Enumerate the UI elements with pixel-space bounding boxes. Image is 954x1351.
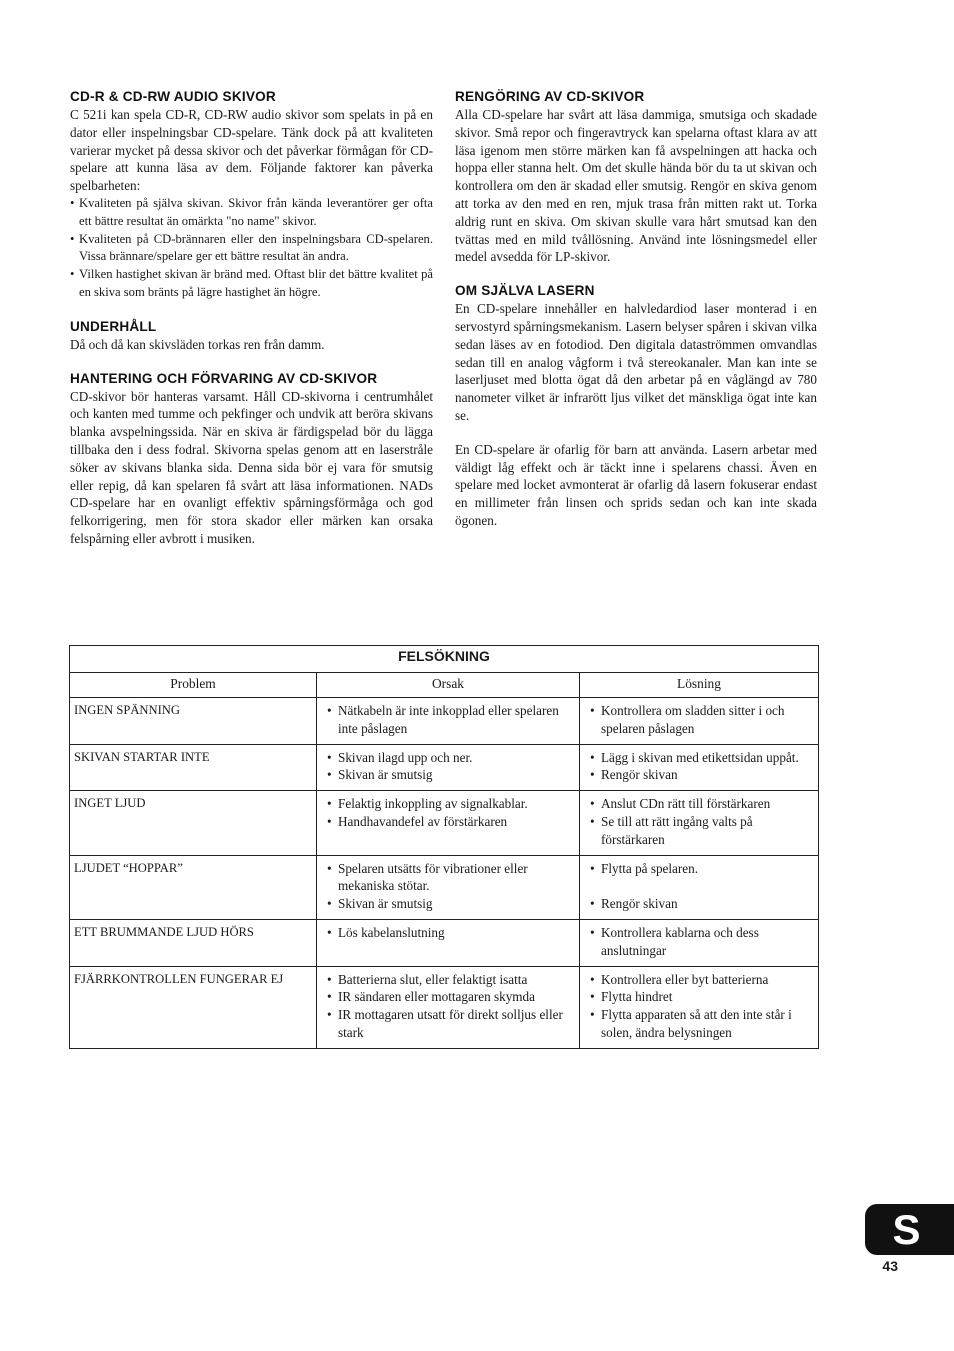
solution-item: • Flytta hindret xyxy=(590,988,812,1006)
table-row xyxy=(70,855,819,919)
column-header-cause: Orsak xyxy=(317,673,580,698)
solution-item: • Anslut CDn rätt till förstärkaren xyxy=(590,795,812,813)
cdr-bullet: • Kvaliteten på själva skivan. Skivor från kända leverantörer ger ofta ett bättre resultat än omärkta "no name" skivor. xyxy=(70,195,433,231)
column-header-solution: Lösning xyxy=(580,673,819,698)
cause-item: • Lös kabelanslutning xyxy=(327,924,573,942)
hantering-heading: HANTERING OCH FÖRVARING AV CD-SKIVOR xyxy=(70,370,378,386)
solution-cell xyxy=(580,791,819,855)
solution-item: • Kontrollera om sladden sitter i och spelaren påslagen xyxy=(590,702,812,738)
problem-cell: FJÄRRKONTROLLEN FUNGERAR EJ xyxy=(70,966,317,1048)
right-column xyxy=(455,88,817,546)
cause-item: • Skivan är smutsig xyxy=(327,766,573,784)
solution-cell xyxy=(580,855,819,919)
rengoring-heading: RENGÖRING AV CD-SKIVOR xyxy=(455,89,645,104)
cdr-bullet-list xyxy=(70,195,433,302)
table-row xyxy=(70,698,819,745)
solution-cell xyxy=(580,698,819,745)
cause-item: • Spelaren utsätts för vibrationer eller mekaniska stötar. xyxy=(327,860,573,896)
lasern-heading: OM SJÄLVA LASERN xyxy=(455,283,595,299)
section-hantering xyxy=(70,370,433,548)
solution-cell xyxy=(580,966,819,1048)
underhall-body: Då och då kan skivsläden torkas ren från damm. xyxy=(70,336,325,352)
cause-cell xyxy=(317,919,580,966)
hantering-body: CD-skivor bör hanteras varsamt. Håll CD-skivorna i centrumhålet och kanten med tumme och pekfinger och undvik att beröra skivans blanka avspelningssida. När en skiva är färdigspelad bör du lägga tillbaka den i dess fodral. Skivorna spelas genom att en laserstråle söker av skivans blanka sida. Denna sida bör ej vara för smutsig eller repig, då kan spelaren få svårt att läsa informationen. NADs CD-spelare har en ovanligt effektiv spårningsförmåga och god felkorrigering, men för stora skador eller märken kan orsaka felspårning eller avbrott i musiken. xyxy=(70,388,433,546)
solution-item: • Flytta apparaten så att den inte står i solen, ändra belysningen xyxy=(590,1006,812,1042)
problem-cell: INGEN SPÄNNING xyxy=(70,698,317,745)
solution-item: • Kontrollera kablarna och dess anslutningar xyxy=(590,924,812,960)
page-number: 43 xyxy=(882,1258,898,1274)
table-row xyxy=(70,744,819,791)
problem-cell: ETT BRUMMANDE LJUD HÖRS xyxy=(70,919,317,966)
cause-item: • Nätkabeln är inte inkopplad eller spelaren inte påslagen xyxy=(327,702,573,738)
cause-item: • Batterierna slut, eller felaktigt isatta xyxy=(327,971,573,989)
table-title: FELSÖKNING xyxy=(70,646,819,673)
troubleshooting-table xyxy=(69,645,819,1049)
underhall-heading: UNDERHÅLL xyxy=(70,318,157,334)
cdr-bullet: • Kvaliteten på CD-brännaren eller den inspelningsbara CD-spelaren. Vissa brännare/spelare ger ett bättre resultat än andra. xyxy=(70,231,433,267)
cause-cell xyxy=(317,698,580,745)
problem-cell: LJUDET “HOPPAR” xyxy=(70,855,317,919)
cause-cell xyxy=(317,791,580,855)
language-tab-label: S xyxy=(892,1205,921,1253)
cause-item: • Skivan ilagd upp och ner. xyxy=(327,749,573,767)
solution-cell xyxy=(580,744,819,791)
lasern-body-2: En CD-spelare är ofarlig för barn att använda. Lasern arbetar med väldigt låg effekt och är täckt inne i spelarens chassi. Även en spelare med locket avmonterat är ofarlig då lasern fokuserar endast en millimeter från linsen och sprids sedan och kan inte skada ögonen. xyxy=(455,441,817,528)
cause-item: • IR sändaren eller mottagaren skymda xyxy=(327,988,573,1006)
problem-cell: INGET LJUD xyxy=(70,791,317,855)
column-header-problem: Problem xyxy=(70,673,317,698)
section-lasern xyxy=(455,282,817,530)
solution-item: • Se till att rätt ingång valts på förstärkaren xyxy=(590,813,812,849)
cause-cell xyxy=(317,855,580,919)
cdr-bullet: • Vilken hastighet skivan är bränd med. Oftast blir det bättre kvalitet på en skiva som bränts på lägre hastighet än högre. xyxy=(70,266,433,302)
lasern-body-1: En CD-spelare innehåller en halvledardiod laser monterad i en servostyrd spårningsmekanism. Lasern belyser spåren i skivan vilka sedan läses av en fotodiod. Den digitala dataströmmen omvandlas sedan till en analog vågform i två stereokanaler. Man kan inte se laserljuset med blotta ögat då den arbetar på en våglängd av 780 nanometer vilket är infrarött ljus vilket det mänskliga ögat inte kan se. xyxy=(455,301,817,423)
section-underhall xyxy=(70,318,433,354)
solution-item: • Flytta på spelaren. xyxy=(590,860,812,878)
section-rengoring xyxy=(455,88,817,266)
left-column xyxy=(70,88,433,564)
cdr-body: C 521i kan spela CD-R, CD-RW audio skivor som spelats in på en dator eller inspelningsbar CD-spelare. Tänk dock på att kvaliteten varierar mycket på dessa skivor och det påverkar förmågan för CD-spelare att kunna läsa av dem. Följande faktorer kan påverka spelbarheten: xyxy=(70,107,433,194)
table-row xyxy=(70,791,819,855)
table-row xyxy=(70,919,819,966)
table-row xyxy=(70,966,819,1048)
solution-cell xyxy=(580,919,819,966)
solution-item: • Rengör skivan xyxy=(590,895,812,913)
cause-item: • Handhavandefel av förstärkaren xyxy=(327,813,573,831)
solution-item: • Rengör skivan xyxy=(590,766,812,784)
solution-item: • Kontrollera eller byt batterierna xyxy=(590,971,812,989)
solution-item: • Lägg i skivan med etikettsidan uppåt. xyxy=(590,749,812,767)
language-tab xyxy=(865,1204,954,1255)
cause-item: • IR mottagaren utsatt för direkt solljus eller stark xyxy=(327,1006,573,1042)
cdr-heading: CD-R & CD-RW AUDIO SKIVOR xyxy=(70,89,276,104)
cause-item: • Felaktig inkoppling av signalkablar. xyxy=(327,795,573,813)
problem-cell: SKIVAN STARTAR INTE xyxy=(70,744,317,791)
section-cdr xyxy=(70,88,433,302)
cause-item: • Skivan är smutsig xyxy=(327,895,573,913)
rengoring-body: Alla CD-spelare har svårt att läsa dammiga, smutsiga och skadade skivor. Små repor och fingeravtryck kan spelarna oftast klara av att läsa igenom men större märken kan få avspelningen att hacka och hoppa eller stanna helt. Om det skulle hända bör du ta ut skivan och kontrollera om den är skadad eller smutsig. Rengör en skiva genom att torka av den med en ren, mjuk trasa från mitten rakt ut. Torka aldrig runt en skiva. Om skivan skulle vara hårt smutsad kan den tvättas med en mild tvållösning. Använd inte lösningsmedel eller medel avsedda för LP-skivor. xyxy=(455,107,817,265)
cause-cell xyxy=(317,744,580,791)
cause-cell xyxy=(317,966,580,1048)
